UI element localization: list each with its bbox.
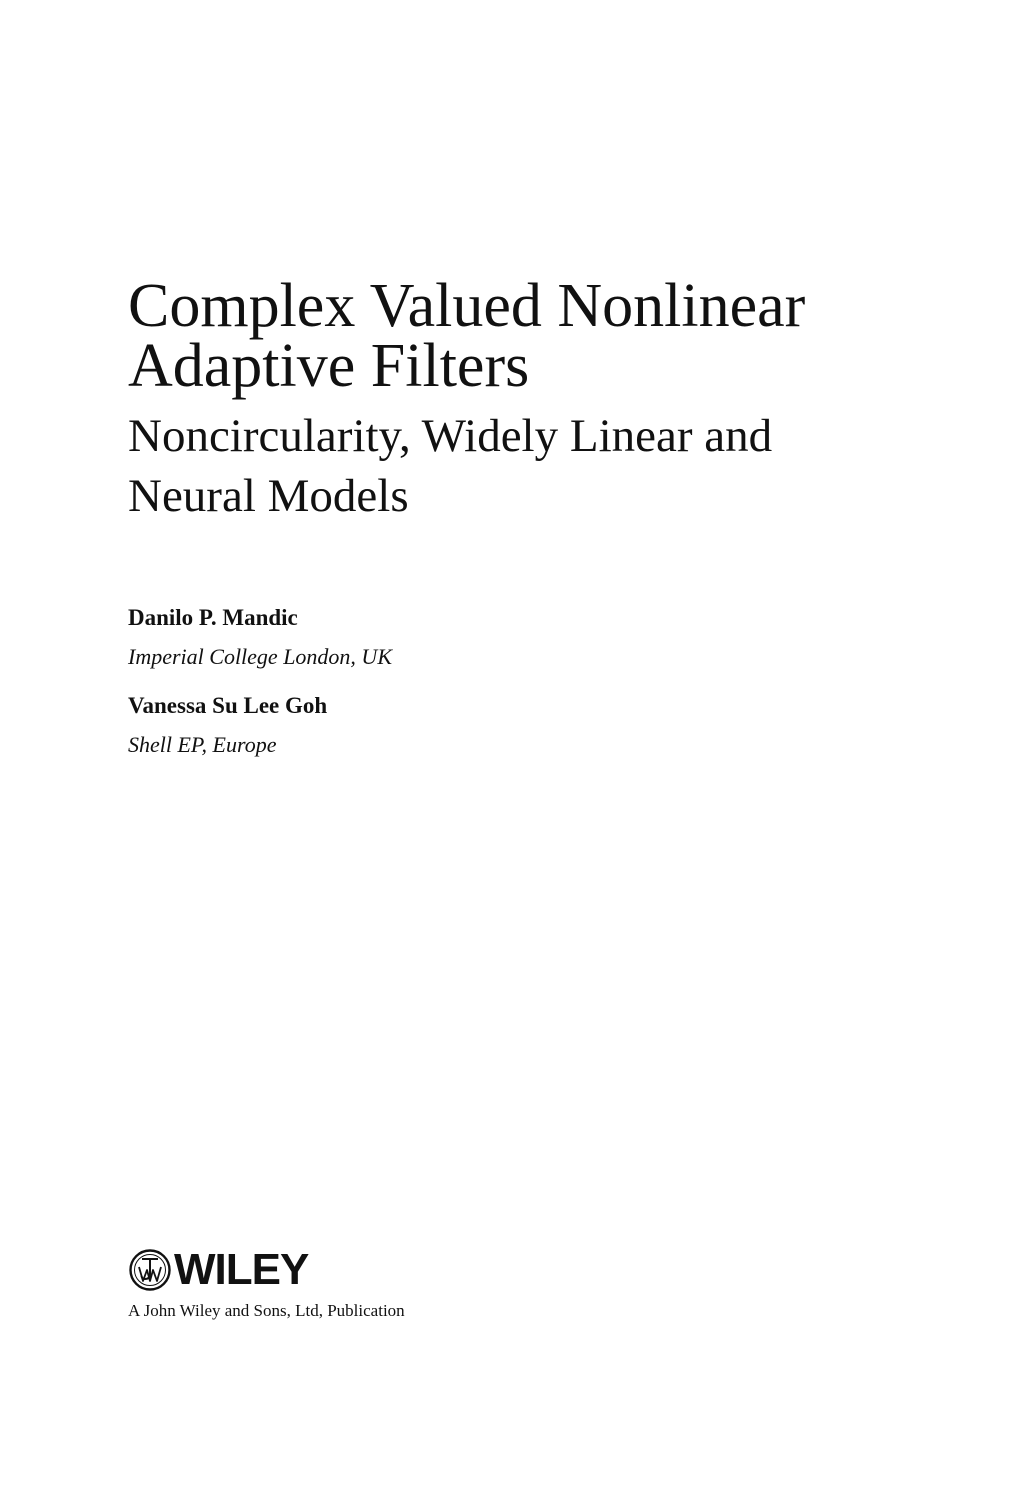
book-subtitle-line-2: Neural Models <box>128 470 409 522</box>
author-affiliation: Imperial College London, UK <box>128 644 392 669</box>
book-subtitle <box>128 406 948 526</box>
wiley-emblem-icon <box>128 1248 172 1292</box>
book-title-line-1: Complex Valued Nonlinear <box>128 272 806 340</box>
book-title-line-2: Adaptive Filters <box>128 332 530 400</box>
author-name: Vanessa Su Lee Goh <box>128 693 328 718</box>
publisher-imprint: A John Wiley and Sons, Ltd, Publication <box>128 1301 405 1320</box>
author-entry <box>128 603 828 671</box>
title-block <box>128 272 948 526</box>
author-entry <box>128 691 828 759</box>
book-title <box>128 272 948 400</box>
publisher-logo <box>128 1246 528 1294</box>
publisher-block <box>128 1246 528 1322</box>
publisher-logo-text: WILEY <box>174 1245 309 1294</box>
author-list <box>128 603 828 759</box>
author-affiliation: Shell EP, Europe <box>128 732 277 757</box>
book-subtitle-line-1: Noncircularity, Widely Linear and <box>128 410 773 462</box>
author-name: Danilo P. Mandic <box>128 605 298 630</box>
